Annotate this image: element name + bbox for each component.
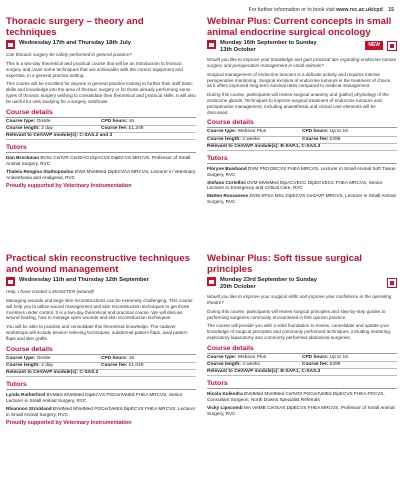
header-text: For further information or to book visit (248, 7, 335, 13)
details-row: Course type: Onsite CPD hours: 16 (6, 119, 196, 126)
details-row: Course type: Webinar Plus CPD hours: Up to 16 (207, 129, 397, 136)
calendar-icon (6, 40, 15, 49)
tutor-entry: Floryne Buishand DVM PhD DECVS FHEA MRCVS, Lecturer in Small Animal Soft Tissue Surgery, RVC (207, 165, 396, 177)
course-intro: Help, I have created a MONSTER (wound)! (6, 289, 95, 295)
certavp-relevance: Relevant to CertAVP module(s): B-SAP.1, C-SAS.3 (207, 144, 397, 151)
course-details-heading: Course details (6, 109, 196, 118)
course-date: Wednesday 17th and Thursday 18th July (6, 40, 196, 49)
course-date: Monday 16th September to Sunday 13th October NEW (207, 40, 397, 54)
new-badge: NEW (365, 41, 383, 50)
course-paragraph: This course will be excellent for anyone in general practice looking to further their staff basic skills and knowledge into the area of thoracic surgery or for those already performing some types of thoracic surgery wishing to consolidate their theoretical and practical skills. It will also be useful for vets studying for a surgery certificate. (6, 81, 196, 104)
course-paragraph: This is a two-day theoretical and practical course that will be an introduction to thoracic surgery and cover some techniques that are achievable with the correct equipment and expertise, in a general practice setting. (6, 60, 183, 78)
tutor-entry: Stefano Cortellini DVM MVetMed DipACVECC DipECVECC FHEA MRCVS, Senior Lecturer in Emergency and Critical Care, RVC (207, 179, 383, 191)
course-soft-tissue-principles (207, 254, 397, 417)
course-details-heading: Course details (207, 345, 397, 354)
certavp-relevance: Relevant to CertAVP module(s): C-SAS.2 (6, 370, 196, 377)
calendar-icon (207, 277, 216, 286)
course-title: Practical skin reconstructive techniques and wound management (6, 253, 190, 275)
details-row: Course length: 4 weeks Course fee: £399 (207, 137, 397, 144)
page-header (249, 7, 394, 13)
certavp-relevance: Relevant to CertAVP module(s): C-SAS.2 and 3 (6, 133, 196, 140)
course-paragraph: Managing wounds and large skin reconstructions can be extremely challenging. This course will help you to utilise wound management and skin reconstruction techniques to get those monsters under control. It is a two-day theoretical and practical course. We will discuss wound healing, how to manage open wounds and skin reconstruction techniques. (6, 297, 193, 321)
details-row: Course length: 4 weeks Course fee: £399 (207, 362, 397, 369)
course-paragraph: Surgical management of endocrine tumours is a delicate activity and requires intense perioperative monitoring. Surgical excision of endocrine tumours is the treatment of choice, as it offers improved long-term survival rates compared to medical management. (207, 71, 392, 89)
sponsor-note: Proudly supported by Veterinary Instrumentation (6, 183, 132, 190)
course-paragraph: During this course, participants will review surgical anatomy and (patho) physiology of the endocrine glands. Techniques to improve surgical treatment of endocrine tumours and perioperative management, including anaesthesia and critical care elements will be discussed. (207, 92, 389, 115)
details-row: Course type: Webinar Plus CPD hours: Up to 16 (207, 355, 397, 362)
course-paragraph: During this course, participants will review surgical principles and step-by-step guides to performing surgeries commonly encountered in first opinion practice. (207, 308, 386, 320)
course-paragraph: You will be able to practise and consolidate this theoretical knowledge. The cadaver workshops will include tension relieving techniques, subdermal pattern flaps, axial pattern flaps and skin grafts. (6, 324, 188, 341)
tutors-heading: Tutors (207, 155, 397, 164)
calendar-icon (207, 40, 216, 49)
header-link[interactable]: www.rvc.ac.uk/cpd (336, 7, 383, 13)
tutor-entry: Vicky Lipscomb MA VetMB CertSAS DipECVS FHEA MRCVS, Professor of Small Animal Surgery, RVC (207, 404, 395, 416)
course-title: Webinar Plus: Soft tissue surgical principles (207, 253, 362, 275)
tutors-heading: Tutors (207, 380, 397, 389)
webinar-icon (387, 278, 397, 288)
course-details-heading: Course details (207, 119, 397, 128)
tutor-entry: Lynda Rutherford BVM&S MVetMed DipECVS PGCertVetEd FHEA MRCVS, Senior Lecturer in Small Animal Surgery, RVC (6, 392, 183, 403)
tutor-entry: Nicola Kulendra BVetMed MVetMed CertVDI PGCertVetEd DipECVS FHEA FRCVS, Consultant Surgeon, North Downs Specialist Referrals (207, 391, 385, 403)
tutors-heading: Tutors (6, 381, 196, 390)
details-row: Course length: 2 day Course fee: £1,049 (6, 363, 196, 370)
course-skin-reconstruction (6, 254, 196, 426)
calendar-icon (6, 277, 15, 286)
course-date: Wednesday 11th and Thursday 12th September (6, 277, 196, 286)
tutor-entry: Dan Brockman BVSc CertVR CertSAO DipACVS DipECVS MRCVS, Professor of Small Animal Surgery, RVC (6, 155, 191, 166)
tutor-entry: Thaleia Rengina Stathopoulou DVM MVetMed DipECVAA MRCVS, Lecturer in Veterinary Anaesthesia and Analgesia, RVC (6, 168, 196, 180)
course-date: Monday 23rd September to Sunday 20th October (207, 277, 397, 291)
course-title: Thoracic surgery – theory and techniques (6, 16, 144, 38)
course-intro: Can thoracic surgery be safely performed in general practice? (6, 52, 132, 58)
course-intro: Would you like to improve your surgical skills and improve your confidence in the operating theatre? (207, 294, 392, 305)
tutor-entry: Rhiannon Strickland BVetMed MVetMed PGCertVetEd DipECVS FHEA MRCVS, Lecturer in Small Animal Surgery, RVC (6, 405, 196, 417)
certavp-relevance: Relevant to CertAVP module(s): B-SAP.1, C-SAS.3 (207, 369, 397, 376)
course-thoracic-surgery (6, 17, 196, 189)
tutor-entry: Matteo Rossanese DVM SPSA MSc DipECVS CertAVP MRCVS, Lecturer in Small Animal Surgery, RVC (207, 193, 396, 204)
sponsor-note: Proudly supported by Veterinary Instrumentation (6, 420, 132, 427)
course-paragraph: The course will provide you with a solid foundation to review, consolidate and update your knowledge of surgical principles and commonly performed techniques, including neutering, exploratory laparotomy and commonly performed abdominal surgeries. (207, 323, 392, 340)
course-intro: Would you like to improve your knowledge and gain practical tips regarding endocrine tumour surgery and perioperative management in small animals? (207, 57, 397, 68)
details-row: Course type: Onsite CPD hours: 16 (6, 356, 196, 363)
course-title: Webinar Plus: Current concepts in small animal endocrine surgical oncology (207, 16, 392, 38)
course-details-heading: Course details (6, 346, 196, 355)
page-number: 15 (388, 7, 394, 13)
webinar-icon (387, 41, 397, 51)
tutors-heading: Tutors (6, 144, 196, 153)
course-endocrine-oncology (207, 17, 397, 205)
details-row: Course length: 2 day Course fee: £1,349 (6, 126, 196, 133)
